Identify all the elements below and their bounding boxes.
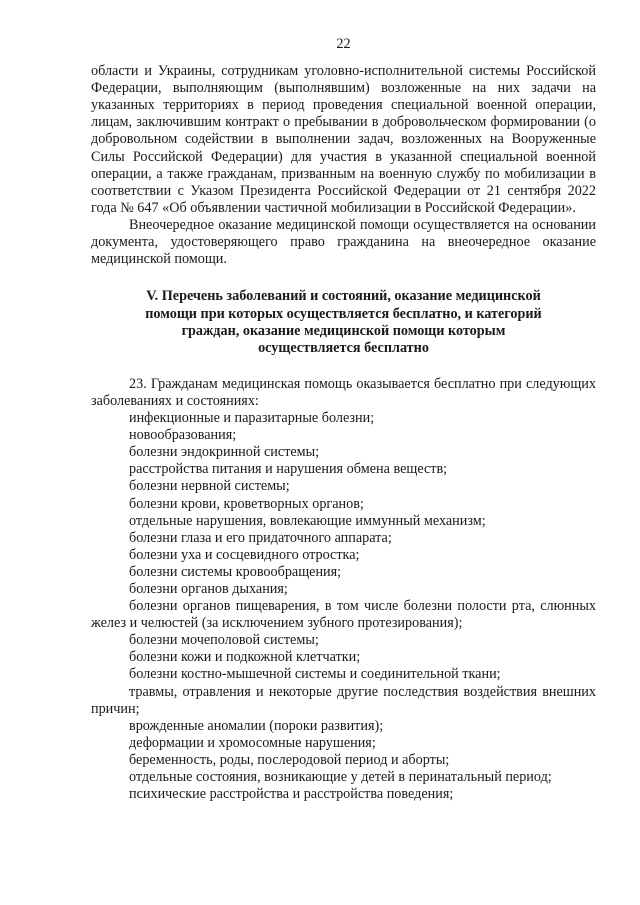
list-item: болезни органов дыхания; <box>129 580 288 597</box>
section-title-line: V. Перечень заболеваний и состояний, оказание медицинской <box>146 288 541 305</box>
paragraph-continuation: области и Украины, сотрудникам уголовно-исполнительной системы Российской Федерации, выполняющим (выполнявшим) возложенные на них задачи на указанных территориях в период проведения специальной военной операции, лицам, заключившим контракт о пребывании в добровольческом формировании (о добровольном содействии в выполнении задач, возложенных на Вооруженные Силы Российской Федерации) для участия в указанной специальной военной операции, а также гражданам, призванным на военную службу по мобилизации в соответствии с Указом Президента Российской Федерации от 21 сентября 2022 года № 647 «Об объявлении частичной мобилизации в Российской Федерации». <box>91 63 596 216</box>
list-item: болезни уха и сосцевидного отростка; <box>129 546 360 563</box>
clause-23-intro: 23. Гражданам медицинская помощь оказывается бесплатно при следующих заболеваниях и состояниях: <box>91 375 596 409</box>
section-title <box>91 288 596 358</box>
section-title-line: помощи при которых осуществляется бесплатно, и категорий <box>145 305 542 322</box>
list-item: травмы, отравления и некоторые другие последствия воздействия внешних причин; <box>91 683 596 717</box>
list-item: болезни крови, кроветворных органов; <box>129 495 364 512</box>
list-item: болезни органов пищеварения, в том числе болезни полости рта, слюнных желез и челюстей (за исключением зубного протезирования); <box>91 598 596 632</box>
list-item: отдельные нарушения, вовлекающие иммунный механизм; <box>129 512 486 529</box>
section-title-line: осуществляется бесплатно <box>258 340 429 357</box>
list-item: деформации и хромосомные нарушения; <box>129 734 376 751</box>
list-item: психические расстройства и расстройства поведения; <box>129 786 454 803</box>
page-number: 22 <box>336 36 351 52</box>
list-item: новообразования; <box>129 427 237 444</box>
list-item: болезни мочеполовой системы; <box>129 632 319 649</box>
list-item: болезни кожи и подкожной клетчатки; <box>129 649 361 666</box>
list-item: врожденные аномалии (пороки развития); <box>129 717 384 734</box>
paragraph-extraordinary-care: Внеочередное оказание медицинской помощи осуществляется на основании документа, удостоверяющего право гражданина на внеочередное оказание медицинской помощи. <box>91 216 596 268</box>
list-item: болезни системы кровообращения; <box>129 563 342 580</box>
section-title-line: граждан, оказание медицинской помощи которым <box>181 323 506 340</box>
list-item: болезни глаза и его придаточного аппарата; <box>129 529 392 546</box>
list-item: беременность, роды, послеродовой период и аборты; <box>129 751 450 768</box>
list-item: расстройства питания и нарушения обмена веществ; <box>129 461 448 478</box>
disease-list <box>91 410 596 803</box>
list-item: инфекционные и паразитарные болезни; <box>129 410 375 427</box>
list-item: болезни эндокринной системы; <box>129 444 320 461</box>
list-item: болезни нервной системы; <box>129 478 290 495</box>
list-item: болезни костно-мышечной системы и соединительной ткани; <box>129 666 501 683</box>
list-item: отдельные состояния, возникающие у детей в перинатальный период; <box>129 769 552 785</box>
